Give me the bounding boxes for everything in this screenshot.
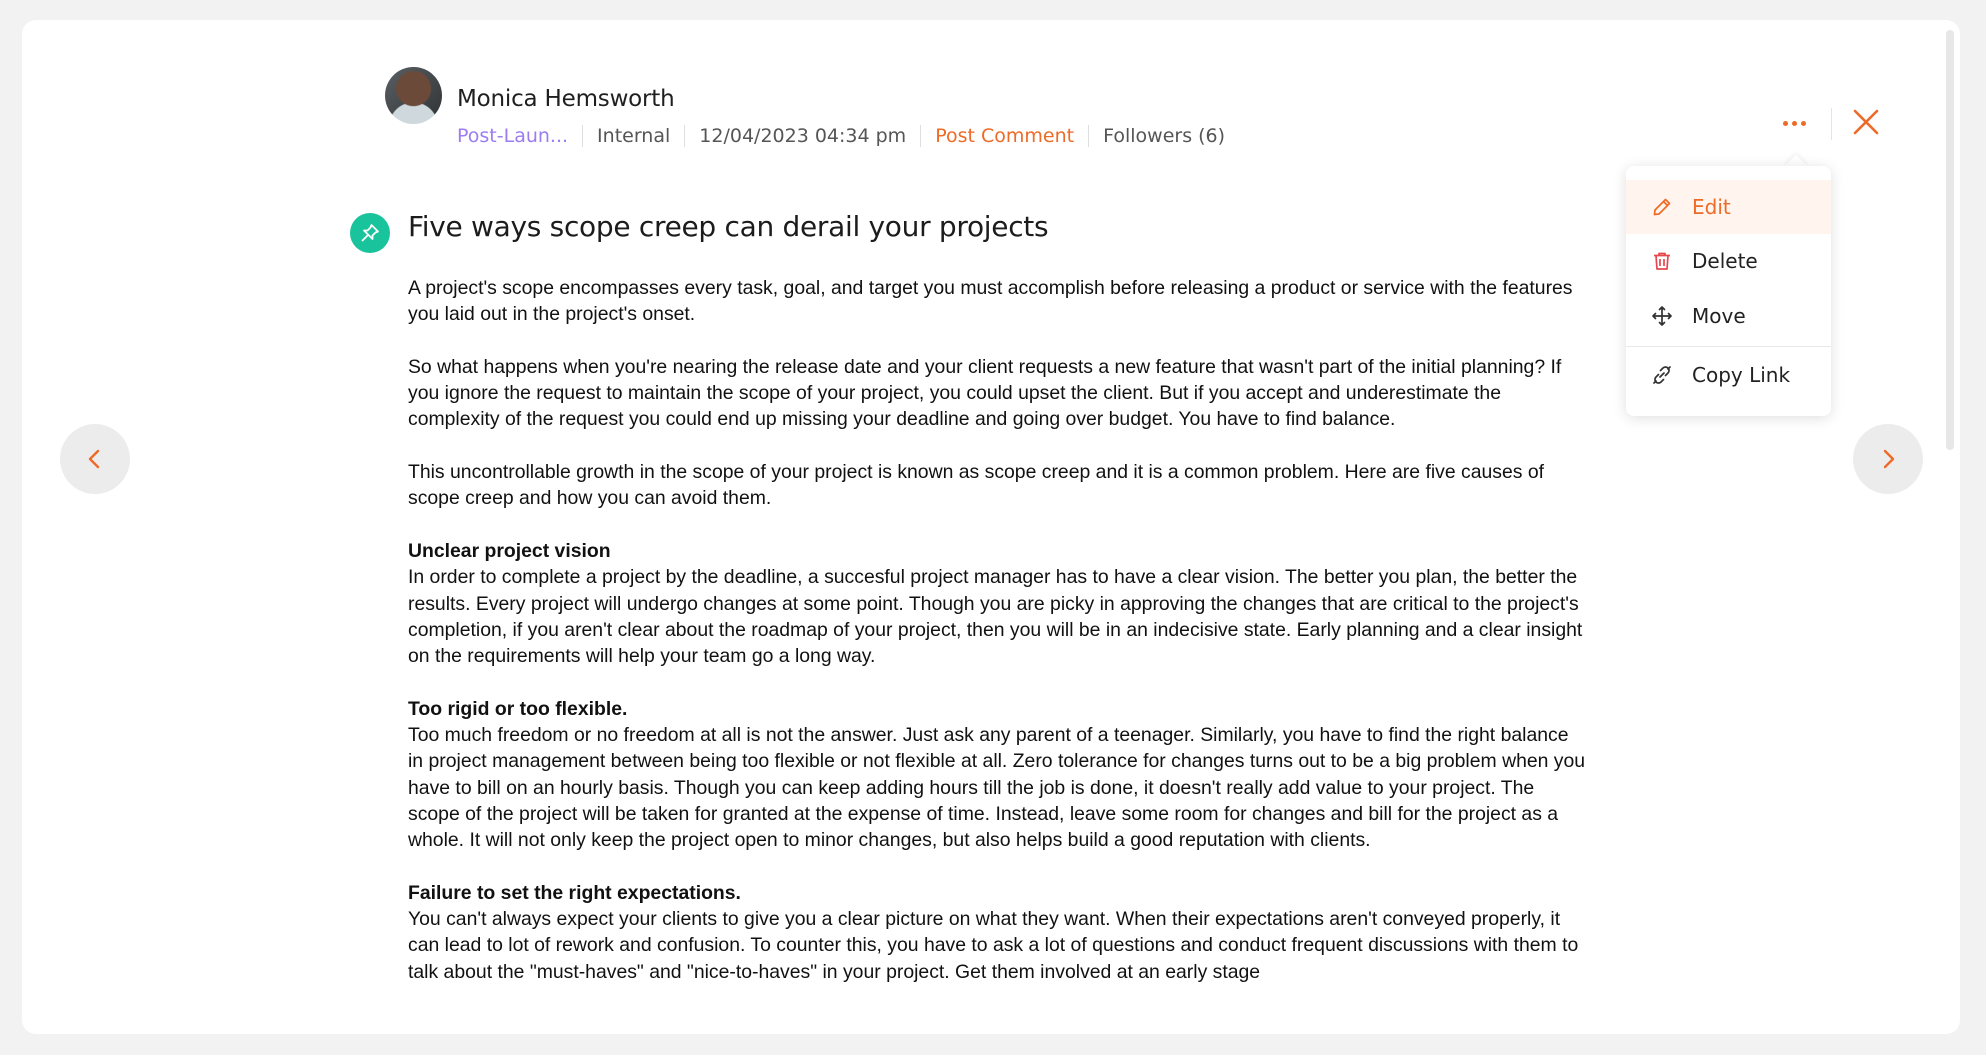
menu-item-label: Move (1692, 304, 1746, 328)
menu-item-move[interactable] (1626, 289, 1831, 343)
chevron-right-icon (1877, 448, 1899, 470)
close-icon (1848, 104, 1884, 140)
pinned-badge (350, 213, 390, 253)
post-title: Five ways scope creep can derail your projects (408, 210, 1049, 243)
post-paragraph: A project's scope encompasses every task, goal, and target you must accomplish before releasing a product or service with the features you laid out in the project's onset. (408, 277, 1573, 326)
pin-icon (359, 222, 381, 244)
post-comment-link[interactable]: Post Comment (935, 125, 1075, 147)
menu-item-delete[interactable] (1626, 234, 1831, 288)
trash-icon (1650, 249, 1674, 273)
post-paragraph: In order to complete a project by the deadline, a succesful project manager has to have a clear vision. The better you plan, the better the results. Every project will undergo changes at some point. Though you are picky in approving the changes that are critical to the project's completion, if you aren't clear about the roadmap of your project, then you will be in an indecisive state. Early planning and a clear insight on the requirements will help your team go a long way. (408, 566, 1583, 668)
next-post-button[interactable] (1853, 424, 1923, 494)
post-paragraph: Too much freedom or no freedom at all is not the answer. Just ask any parent of a teenager. Similarly, you have to find the right balance in project management between being too flexible or not flexible at all. Zero tolerance for changes turns out to be a big problem when you have to bill on an hourly basis. Though you can keep adding hours till the job is done, it doesn't really add value to your project. The scope of the project will be taken for granted at the expense of time. Instead, leave some room for changes and bill for the project as a whole. It will not only keep the project open to minor changes, but also helps build a good reputation with clients. (408, 724, 1586, 852)
section-heading: Too rigid or too flexible. (408, 697, 628, 720)
category-link[interactable]: Post-Laun... (457, 125, 569, 147)
more-icon-dot (1801, 121, 1806, 126)
post-paragraph: So what happens when you're nearing the release date and your client requests a new feature that wasn't part of the initial planning? If you ignore the request to maintain the scope of your project, you could upset the client. But if you accept and underestimate the complexity of the request you could end up missing your deadline and going over budget. You have to find balance. (408, 355, 1562, 431)
section-heading: Unclear project vision (408, 539, 611, 562)
close-button[interactable] (1848, 104, 1884, 140)
section-heading: Failure to set the right expectations. (408, 881, 741, 904)
visibility-label: Internal (597, 125, 671, 147)
author-name[interactable]: Monica Hemsworth (457, 86, 675, 112)
scrollbar[interactable] (1946, 30, 1954, 450)
chevron-left-icon (84, 448, 106, 470)
post-body (408, 275, 1588, 1011)
more-icon-dot (1792, 121, 1797, 126)
menu-divider (1626, 346, 1831, 347)
post-paragraph: You can't always expect your clients to give you a clear picture on what they want. When their expectations aren't conveyed properly, it can lead to lot of rework and confusion. To counter this, you have to ask a lot of questions and conduct frequent discussions with them to talk about the "must-haves" and "nice-to-haves" in your project. Get them involved at an early stage (408, 908, 1579, 983)
menu-item-label: Edit (1692, 195, 1731, 219)
meta-divider (582, 125, 583, 147)
menu-item-edit[interactable] (1626, 180, 1831, 234)
move-icon (1650, 304, 1674, 328)
menu-item-copy-link[interactable] (1626, 348, 1831, 402)
previous-post-button[interactable] (60, 424, 130, 494)
post-datetime: 12/04/2023 04:34 pm (699, 125, 907, 147)
meta-divider (684, 125, 685, 147)
meta-divider (920, 125, 921, 147)
followers-link[interactable]: Followers (6) (1103, 125, 1226, 147)
header-divider (1831, 108, 1832, 140)
more-icon (1783, 121, 1788, 126)
pencil-icon (1650, 195, 1674, 219)
post-meta (457, 125, 1225, 147)
meta-divider (1088, 125, 1089, 147)
more-options-menu (1626, 166, 1831, 416)
link-icon (1650, 363, 1674, 387)
avatar[interactable] (385, 67, 442, 124)
menu-item-label: Delete (1692, 249, 1758, 273)
menu-item-label: Copy Link (1692, 363, 1791, 387)
post-paragraph: This uncontrollable growth in the scope of your project is known as scope creep and it is a common problem. Here are five causes of scope creep and how you can avoid them. (408, 461, 1544, 510)
more-options-button[interactable] (1774, 108, 1814, 138)
